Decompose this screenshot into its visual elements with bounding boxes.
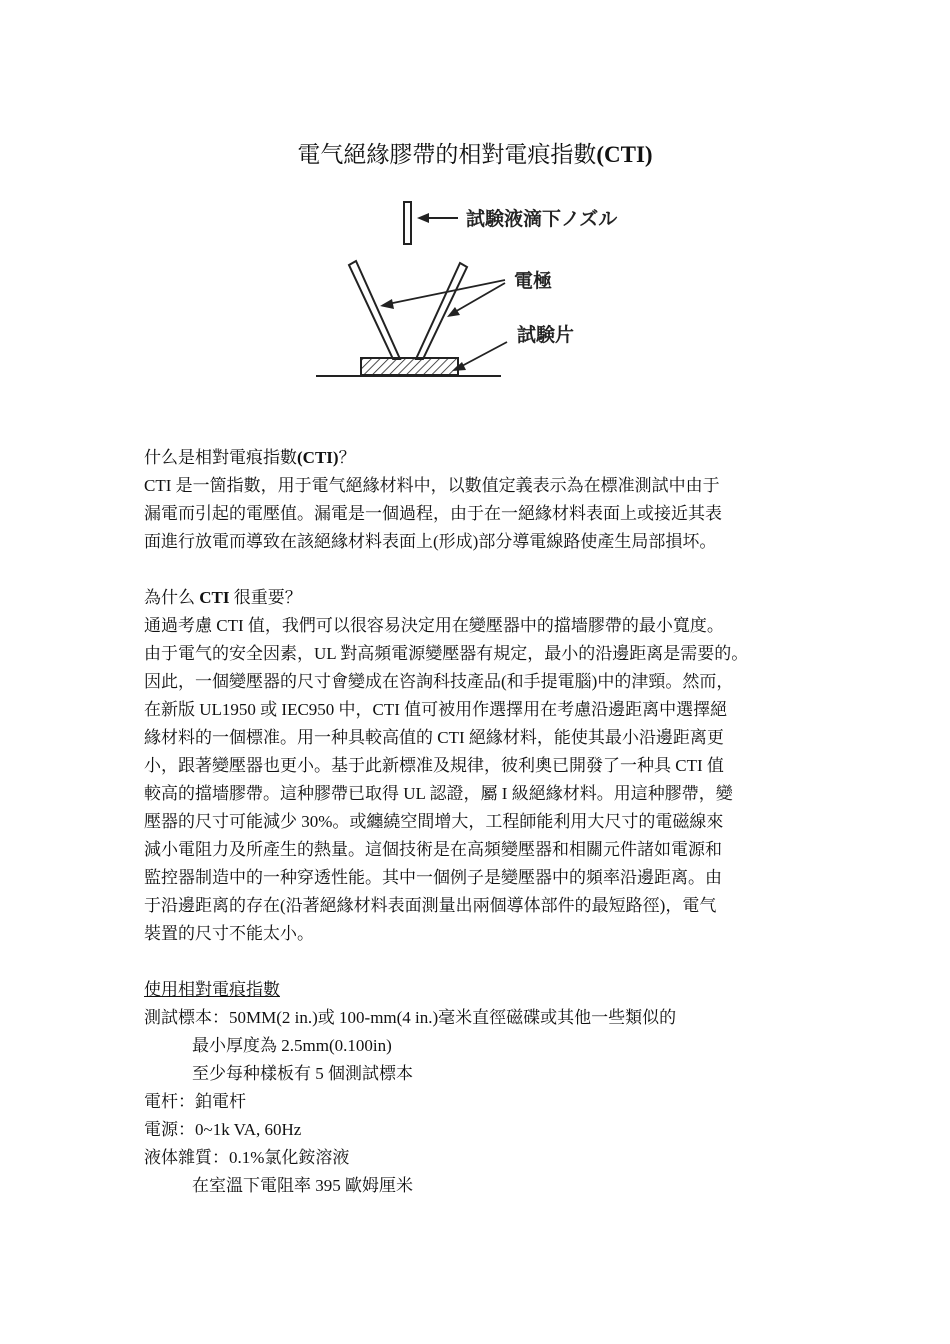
spacer [144, 556, 834, 584]
nozzle-label: 試験液滴下ノズル [466, 208, 618, 230]
electrode-label: 電極 [514, 270, 553, 292]
spec-line: 電源：0~1k VA, 60Hz [144, 1120, 302, 1139]
paragraph-line: 監控器制造中的一种穿透性能。其中一個例子是變壓器中的頻率沿邊距离。由 [144, 868, 722, 887]
paragraph-line: 較高的擋墻膠帶。這种膠帶已取得 UL 認證，屬 I 級絕緣材料。用這种膠帶，變 [144, 784, 733, 803]
specimen-arrow [452, 342, 507, 371]
paragraph-line: 由于電气的安全因素，UL 對高頻電源變壓器有規定，最小的沿邊距离是需要的。 [144, 644, 749, 663]
spec-line: 至少每种樣板有 5 個測試標本 [192, 1064, 413, 1083]
paragraph-line: 裝置的尺寸不能太小。 [144, 924, 314, 943]
spec-line: 最小厚度為 2.5mm(0.100in) [192, 1036, 392, 1055]
spec-line: 電杆：鉑電杆 [144, 1092, 246, 1111]
paragraph-line: CTI 是一箇指數，用于電气絕緣材料中，以數值定義表示為在標准測試中由于 [144, 476, 720, 495]
paragraph-line: 在新版 UL1950 或 IEC950 中，CTI 值可被用作選擇用在考慮沿邊距离中選擇絕 [144, 700, 728, 719]
left-electrode [349, 261, 400, 359]
paragraph-line: 漏電而引起的電壓值。漏電是一個過程，由于在一絕緣材料表面上或接近其表 [144, 504, 722, 523]
spec-line: 測試標本：50MM(2 in.)或 100-mm(4 in.)毫米直徑磁碟或其他一些類似的 [144, 1008, 677, 1027]
dropping-nozzle [404, 202, 411, 244]
paragraph-line: 壓器的尺寸可能減少 30%。或纏繞空間增大，工程師能利用大尺寸的電磁線來 [144, 812, 724, 831]
section-heading-why-important [144, 584, 834, 612]
cti-test-diagram [300, 192, 660, 392]
document-body [144, 444, 834, 1200]
cti-test-diagram-svg [300, 192, 660, 392]
nozzle-arrow [417, 213, 458, 223]
paragraph-line: 緣材料的一個標准。用一种具較高值的 CTI 絕緣材料，能使其最小沿邊距离更 [144, 728, 724, 747]
paragraph-line: 減小電阻力及所產生的熱量。這個技術是在高頻變壓器和相關元件諸如電源和 [144, 840, 722, 859]
section-heading-using-cti: 使用相對電痕指數 [144, 980, 280, 999]
spacer [144, 948, 834, 976]
heading-text-end: 很重要？ [229, 588, 302, 607]
heading-text: 什么是相對電痕指數 [144, 448, 297, 467]
paragraph-line: 因此，一個變壓器的尺寸會變成在咨詢科技產品(和手提電腦)中的津頸。然而， [144, 672, 734, 691]
heading-text: 為什么 [144, 588, 200, 607]
title-cti: (CTI) [596, 142, 653, 167]
paragraph-line: 于沿邊距离的存在(沿著絕緣材料表面測量出兩個導体部件的最短路徑)，電气 [144, 896, 717, 915]
spec-line: 液体雜質：0.1%氯化銨溶液 [144, 1148, 350, 1167]
right-electrode [416, 263, 467, 359]
heading-cti: CTI [199, 588, 230, 607]
spec-line: 在室溫下電阻率 395 歐姆厘米 [192, 1176, 413, 1195]
paragraph-line: 通過考慮 CTI 值，我們可以很容易決定用在變壓器中的擋墻膠帶的最小寬度。 [144, 616, 724, 635]
heading-cti: (CTI) [297, 448, 339, 467]
paragraph-line: 小，跟著變壓器也更小。基于此新標准及規律，彼利奧已開發了一种具 CTI 值 [144, 756, 724, 775]
page-title [0, 140, 950, 170]
specimen-label: 試験片 [517, 324, 575, 346]
section-heading-what-is-cti [144, 444, 834, 472]
test-specimen [361, 358, 458, 375]
heading-mark: ？ [338, 448, 356, 467]
title-text: 電气絕緣膠帶的相對電痕指數 [297, 142, 597, 167]
paragraph-line: 面進行放電而導致在該絕緣材料表面上(形成)部分導電線路使產生局部損坏。 [144, 532, 717, 551]
